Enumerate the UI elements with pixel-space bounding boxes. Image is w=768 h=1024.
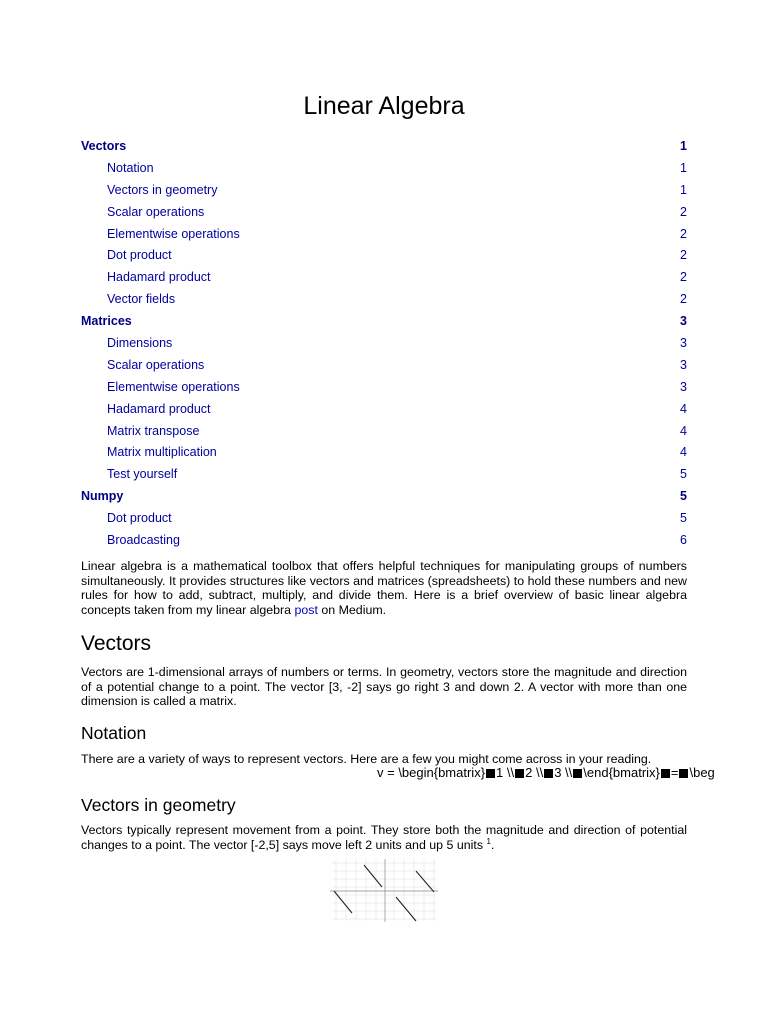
toc-item-label[interactable]: Broadcasting xyxy=(107,533,180,548)
toc-item-page[interactable]: 1 xyxy=(680,182,687,197)
toc-item-label[interactable]: Notation xyxy=(107,160,154,175)
toc-item[interactable] xyxy=(81,290,687,312)
footnote-marker[interactable]: 1 xyxy=(486,836,491,846)
toc-item[interactable] xyxy=(81,268,687,290)
toc-item-label[interactable]: Matrix multiplication xyxy=(107,445,217,460)
toc-item-page[interactable]: 6 xyxy=(680,533,687,548)
toc-item-page[interactable]: 3 xyxy=(680,379,687,394)
toc-item[interactable] xyxy=(81,181,687,203)
toc-item-label[interactable]: Scalar operations xyxy=(107,357,205,372)
toc-item-label[interactable]: Matrices xyxy=(81,314,132,329)
intro-paragraph xyxy=(81,559,687,617)
vectors-paragraph: Vectors are 1-dimensional arrays of numbers or terms. In geometry, vectors store the magnitude and direction of a potential change to a point. The vector [3, -2] says go right 3 and down 2. A vector with more than one dimension is called a matrix. xyxy=(81,665,687,708)
toc-item-page[interactable]: 3 xyxy=(680,336,687,351)
toc-item-label[interactable]: Vectors in geometry xyxy=(107,182,218,197)
toc-item-label[interactable]: Vectors xyxy=(81,139,127,153)
toc-item[interactable] xyxy=(81,312,687,334)
toc-item[interactable] xyxy=(81,159,687,181)
toc-item-label[interactable]: Dot product xyxy=(107,248,172,263)
toc-item-page[interactable]: 3 xyxy=(680,314,687,329)
toc-item[interactable] xyxy=(81,246,687,268)
toc-item-page[interactable]: 1 xyxy=(680,139,687,153)
toc-item-page[interactable]: 4 xyxy=(680,401,687,416)
toc-item[interactable] xyxy=(81,203,687,225)
toc-item[interactable] xyxy=(81,334,687,356)
toc-item-label[interactable]: Hadamard product xyxy=(107,270,211,285)
notation-paragraph: There are a variety of ways to represent vectors. Here are a few you might come across in your reading. xyxy=(81,752,652,766)
toc-item-label[interactable]: Matrix transpose xyxy=(107,423,200,438)
toc-item[interactable] xyxy=(81,225,687,247)
intro-text-end: on Medium. xyxy=(317,602,387,617)
toc-item-page[interactable]: 5 xyxy=(680,467,687,482)
section-heading-vectors-in-geometry: Vectors in geometry xyxy=(81,795,236,815)
section-heading-vectors: Vectors xyxy=(81,632,152,655)
toc-item-label[interactable]: Vector fields xyxy=(107,292,176,307)
toc-item[interactable] xyxy=(81,509,687,531)
toc-item-label[interactable]: Test yourself xyxy=(107,467,178,482)
vector-geometry-figure xyxy=(328,857,440,923)
toc-item-label[interactable]: Dimensions xyxy=(107,336,173,351)
toc-item-page[interactable]: 3 xyxy=(680,357,687,372)
toc-item-label[interactable]: Dot product xyxy=(107,511,172,526)
toc-item-page[interactable]: 2 xyxy=(680,226,687,241)
toc-item-page[interactable]: 4 xyxy=(680,423,687,438)
toc-item-label[interactable]: Hadamard product xyxy=(107,401,211,416)
toc-item[interactable] xyxy=(81,487,687,509)
toc-item-page[interactable]: 4 xyxy=(680,445,687,460)
toc-item-page[interactable]: 2 xyxy=(680,248,687,263)
toc-item-label[interactable]: Elementwise operations xyxy=(107,226,240,241)
geometry-paragraph: Vectors typically represent movement from a point. They store both the magnitude and direction of potential changes to a point. The vector [-2,5] says move left 2 units and up 5 units $^1$. xyxy=(81,823,687,852)
toc-item[interactable] xyxy=(81,465,687,487)
page-title: Linear Algebra xyxy=(303,92,465,120)
section-heading-notation: Notation xyxy=(81,723,147,743)
toc-item[interactable] xyxy=(81,137,687,159)
toc-item[interactable] xyxy=(81,422,687,444)
toc-item-label[interactable]: Scalar operations xyxy=(107,204,205,219)
toc-item-page[interactable]: 2 xyxy=(680,292,687,307)
toc-item-page[interactable]: 5 xyxy=(680,511,687,526)
toc-item-page[interactable]: 2 xyxy=(680,270,687,285)
toc-item-label[interactable]: Numpy xyxy=(81,489,124,504)
vector-formula: v = \begin{bmatrix} 1 \\ 2 \\ 3 \\ \end{bmatrix} = \beg xyxy=(377,765,715,780)
toc-item[interactable] xyxy=(81,378,687,400)
toc-item-page[interactable]: 2 xyxy=(680,204,687,219)
table-of-contents xyxy=(81,137,687,553)
figure-vectors xyxy=(334,865,434,921)
intro-text: Linear algebra is a mathematical toolbox that offers helpful techniques for manipulating groups of numbers simultaneously. It provides structures like vectors and matrices (spreadsheets) to hold these numbers and new rules for how to add, subtract, multiply, and divide them. Here is a brief overview of basic linear algebra concepts taken from my linear algebra xyxy=(81,559,687,617)
toc-item[interactable] xyxy=(81,531,687,553)
post-link[interactable]: post xyxy=(294,602,318,617)
figure-grid xyxy=(332,859,436,921)
toc-item-page[interactable]: 1 xyxy=(680,160,687,175)
toc-item-label[interactable]: Elementwise operations xyxy=(107,379,240,394)
toc-item-page[interactable]: 5 xyxy=(680,489,687,504)
toc-item[interactable] xyxy=(81,400,687,422)
toc-item[interactable] xyxy=(81,356,687,378)
toc-item[interactable] xyxy=(81,443,687,465)
